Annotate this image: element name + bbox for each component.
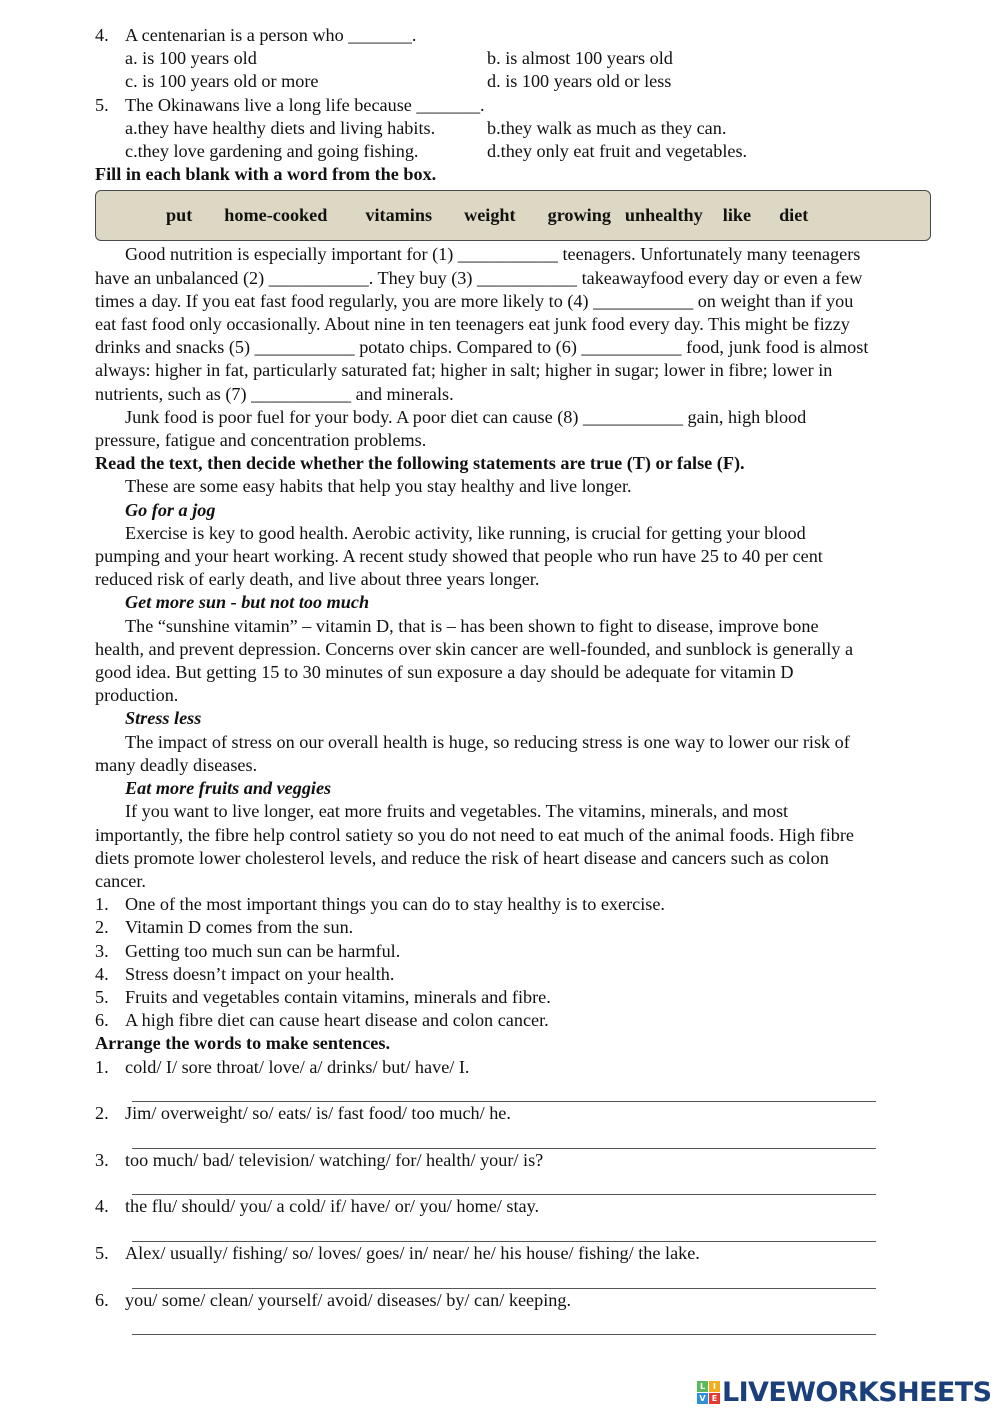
answer-input-line[interactable] bbox=[132, 1125, 876, 1148]
word-unhealthy: unhealthy bbox=[624, 205, 703, 226]
statement-text: Fruits and vegetables contain vitamins, minerals and fibre. bbox=[125, 986, 551, 1007]
item-number: 5. bbox=[95, 1242, 109, 1263]
logo-tile-l: L bbox=[697, 1381, 708, 1392]
section-heading: Eat more fruits and veggies bbox=[125, 778, 332, 799]
section-heading: Stress less bbox=[125, 708, 202, 729]
passage-line: always: higher in fat, particularly saturated fat; higher in salt; higher in sugar; lower in fibre; lower in bbox=[95, 360, 833, 381]
statement-number: 2. bbox=[95, 917, 109, 938]
word-put: put bbox=[166, 205, 193, 226]
option-d[interactable]: d.they only eat fruit and vegetables. bbox=[487, 141, 748, 162]
reading-section-jog bbox=[95, 499, 955, 592]
item-words: Jim/ overweight/ so/ eats/ is/ fast food/ too much/ he. bbox=[125, 1103, 511, 1124]
statement-item[interactable] bbox=[95, 940, 955, 963]
arrange-item-1 bbox=[95, 1056, 955, 1103]
item-number: 6. bbox=[95, 1289, 109, 1310]
answer-input-line[interactable] bbox=[132, 1219, 876, 1242]
word-weight: weight bbox=[464, 205, 516, 226]
option-d[interactable]: d. is 100 years old or less bbox=[487, 71, 672, 92]
reading-section-sun bbox=[95, 591, 955, 707]
statement-item[interactable] bbox=[95, 916, 955, 939]
word-box bbox=[95, 190, 931, 241]
item-words: Alex/ usually/ fishing/ so/ loves/ goes/ in/ near/ he/ his house/ fishing/ the lake. bbox=[125, 1242, 700, 1263]
section-line: pumping and your heart working. A recent study showed that people who run have 25 to 40 per cent bbox=[95, 546, 823, 567]
section-line: The impact of stress on our overall health is huge, so reducing stress is one way to lower our risk of bbox=[125, 731, 850, 752]
section-line: diets promote lower cholesterol levels, and reduce the risk of heart disease and cancers such as colon bbox=[95, 847, 829, 868]
statement-text: A high fibre diet can cause heart disease and colon cancer. bbox=[125, 1010, 549, 1031]
option-c[interactable]: c.they love gardening and going fishing. bbox=[125, 141, 419, 162]
question-number: 5. bbox=[95, 94, 109, 115]
option-a[interactable]: a.they have healthy diets and living habits. bbox=[125, 117, 436, 138]
item-words: cold/ I/ sore throat/ love/ a/ drinks/ but/ have/ I. bbox=[125, 1056, 470, 1077]
option-a[interactable]: a. is 100 years old bbox=[125, 48, 257, 69]
fill-blank-passage bbox=[95, 243, 955, 452]
passage-line: pressure, fatigue and concentration problems. bbox=[95, 430, 427, 451]
answer-input-line[interactable] bbox=[132, 1172, 876, 1195]
passage-line: have an unbalanced (2) ___________. They buy (3) ___________ takeawayfood every day or even a few bbox=[95, 267, 863, 288]
word-home-cooked: home-cooked bbox=[224, 205, 328, 226]
passage-line: nutrients, such as (7) ___________ and minerals. bbox=[95, 383, 454, 404]
answer-input-line[interactable] bbox=[132, 1312, 876, 1335]
arrange-item-4 bbox=[95, 1195, 955, 1242]
word-growing: growing bbox=[547, 205, 611, 226]
statement-number: 3. bbox=[95, 940, 109, 961]
reading-section-fruits bbox=[95, 777, 955, 893]
item-words: too much/ bad/ television/ watching/ for/ health/ your/ is? bbox=[125, 1149, 544, 1170]
true-false-instruction: Read the text, then decide whether the following statements are true (T) or false (F). bbox=[95, 453, 745, 474]
item-words: you/ some/ clean/ yourself/ avoid/ diseases/ by/ can/ keeping. bbox=[125, 1289, 571, 1310]
reading-intro: These are some easy habits that help you stay healthy and live longer. bbox=[125, 476, 632, 497]
item-words: the flu/ should/ you/ a cold/ if/ have/ or/ you/ home/ stay. bbox=[125, 1196, 540, 1217]
word-vitamins: vitamins bbox=[365, 205, 433, 226]
item-number: 2. bbox=[95, 1103, 109, 1124]
arrange-item-2 bbox=[95, 1102, 955, 1149]
question-number: 4. bbox=[95, 25, 109, 45]
true-false-statements bbox=[95, 893, 955, 1032]
section-line: If you want to live longer, eat more fruits and vegetables. The vitamins, minerals, and most bbox=[125, 801, 789, 822]
statement-item[interactable] bbox=[95, 963, 955, 986]
option-b[interactable]: b.they walk as much as they can. bbox=[487, 117, 727, 138]
passage-line: eat fast food only occasionally. About nine in ten teenagers eat junk food every day. This might be fizzy bbox=[95, 314, 850, 335]
section-line: The “sunshine vitamin” – vitamin D, that is – has been shown to fight to disease, improve bone bbox=[125, 615, 819, 636]
statement-item[interactable] bbox=[95, 1009, 955, 1032]
worksheet-page bbox=[95, 24, 955, 1335]
logo-text: LIVEWORKSHEETS bbox=[722, 1377, 992, 1408]
word-diet: diet bbox=[779, 205, 809, 226]
arrange-item-5 bbox=[95, 1242, 955, 1289]
passage-line: Good nutrition is especially important for (1) ___________ teenagers. Unfortunately many teenagers bbox=[125, 244, 861, 265]
statement-number: 1. bbox=[95, 894, 109, 915]
statement-text: One of the most important things you can do to stay healthy is to exercise. bbox=[125, 894, 665, 915]
fill-blank-instruction: Fill in each blank with a word from the box. bbox=[95, 164, 437, 185]
statement-number: 5. bbox=[95, 986, 109, 1007]
section-line: health, and prevent depression. Concerns over skin cancer are well-founded, and sunblock is generally a bbox=[95, 638, 854, 659]
answer-input-line[interactable] bbox=[132, 1079, 876, 1102]
liveworksheets-logo bbox=[697, 1379, 991, 1406]
section-line: good idea. But getting 15 to 30 minutes of sun exposure a day should be adequate for vitamin D bbox=[95, 662, 794, 683]
section-heading: Get more sun - but not too much bbox=[125, 592, 370, 613]
statement-number: 6. bbox=[95, 1010, 109, 1031]
arrange-item-6 bbox=[95, 1289, 955, 1336]
statement-number: 4. bbox=[95, 963, 109, 984]
arrange-item-3 bbox=[95, 1149, 955, 1196]
section-line: cancer. bbox=[95, 870, 146, 891]
reading-section-stress bbox=[95, 707, 955, 777]
passage-line: Junk food is poor fuel for your body. A poor diet can cause (8) ___________ gain, high blood bbox=[125, 406, 807, 427]
logo-tiles-icon bbox=[697, 1381, 720, 1404]
statement-text: Stress doesn’t impact on your health. bbox=[125, 963, 395, 984]
statement-item[interactable] bbox=[95, 986, 955, 1009]
section-line: reduced risk of early death, and live about three years longer. bbox=[95, 569, 540, 590]
option-b[interactable]: b. is almost 100 years old bbox=[487, 48, 673, 69]
section-line: many deadly diseases. bbox=[95, 754, 258, 775]
option-c[interactable]: c. is 100 years old or more bbox=[125, 71, 319, 92]
arrange-instruction: Arrange the words to make sentences. bbox=[95, 1033, 390, 1054]
logo-tile-v: V bbox=[697, 1393, 708, 1404]
section-line: Exercise is key to good health. Aerobic activity, like running, is crucial for getting your blood bbox=[125, 522, 806, 543]
logo-tile-e: E bbox=[709, 1393, 720, 1404]
item-number: 4. bbox=[95, 1196, 109, 1217]
question-text: A centenarian is a person who _______. bbox=[125, 25, 417, 45]
section-heading: Go for a jog bbox=[125, 499, 216, 520]
item-number: 3. bbox=[95, 1149, 109, 1170]
word-like: like bbox=[722, 205, 752, 226]
passage-line: times a day. If you eat fast food regularly, you are more likely to (4) ___________ on weight than if you bbox=[95, 290, 854, 311]
mcq-question-4 bbox=[95, 24, 955, 94]
logo-tile-i: I bbox=[709, 1381, 720, 1392]
passage-line: drinks and snacks (5) ___________ potato chips. Compared to (6) ___________ food, junk food is almost bbox=[95, 337, 869, 358]
statement-text: Vitamin D comes from the sun. bbox=[125, 917, 354, 938]
mcq-question-5 bbox=[95, 94, 955, 164]
statement-text: Getting too much sun can be harmful. bbox=[125, 940, 401, 961]
section-line: production. bbox=[95, 685, 179, 706]
statement-item[interactable] bbox=[95, 893, 955, 916]
item-number: 1. bbox=[95, 1056, 109, 1077]
section-line: importantly, the fibre help control satiety so you do not need to eat much of the animal foods. High fibre bbox=[95, 824, 854, 845]
question-text: The Okinawans live a long life because _______. bbox=[125, 94, 485, 115]
answer-input-line[interactable] bbox=[132, 1265, 876, 1288]
